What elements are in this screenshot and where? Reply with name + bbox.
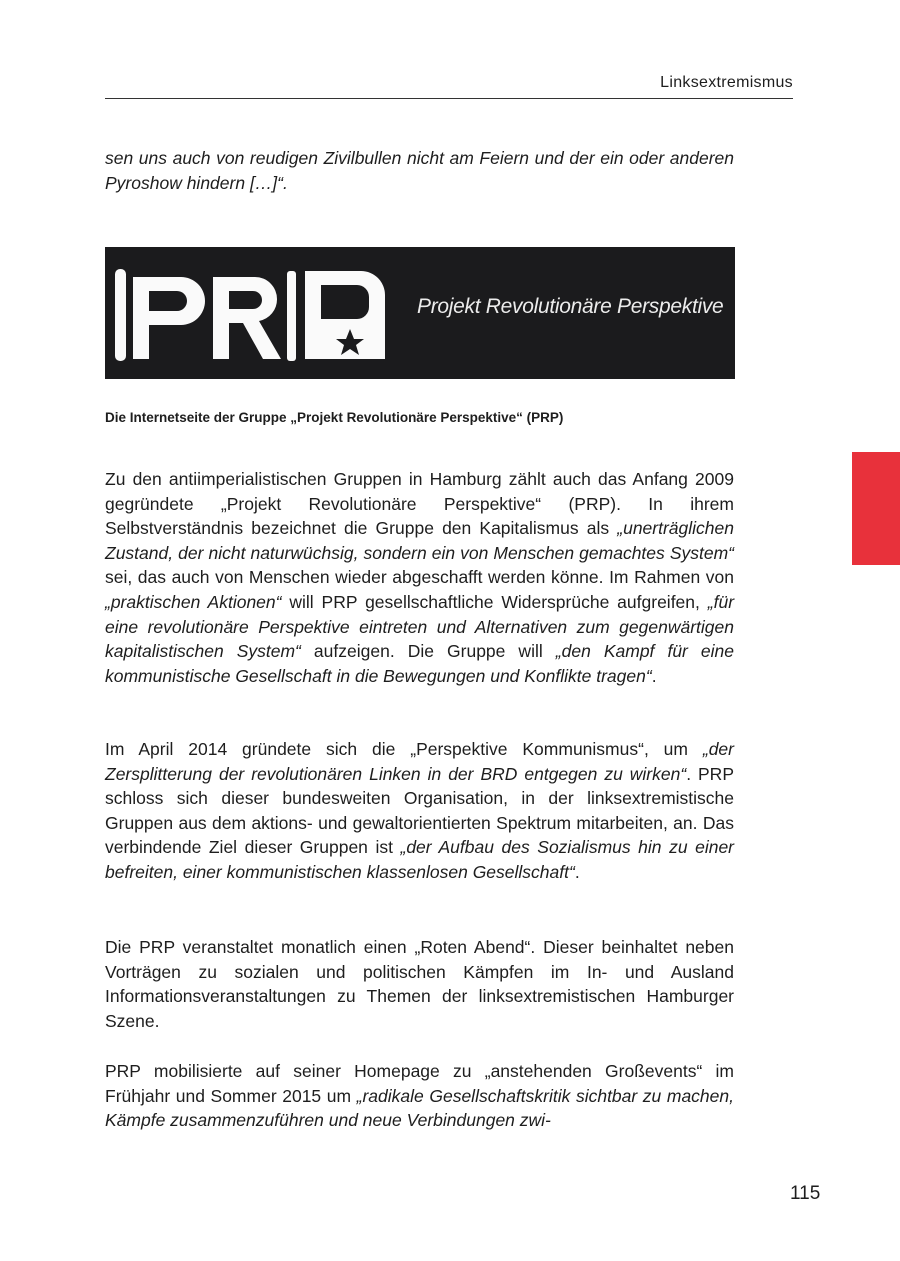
chapter-thumb-tab [852, 452, 900, 565]
quote: „praktischen Aktionen“ [105, 591, 282, 612]
text-span: . [651, 665, 657, 686]
paragraph-1 [105, 467, 734, 688]
figure-caption: Die Internetseite der Gruppe „Projekt Revolutionäre Perspektive“ (PRP) [105, 410, 564, 425]
quote: „der Zersplitterung der revolutionären Linken in der BRD entgegen zu wirken“ [105, 739, 734, 784]
paragraph-3 [105, 935, 734, 1033]
quote: „radikale Gesellschaftskritik sichtbar zu machen, Kämpfe zusammenzuführen und neue Verbindungen zwi- [105, 1085, 734, 1131]
prp-logo-icon [113, 261, 403, 369]
text-span: aufzeigen. Die Gruppe will [300, 641, 556, 662]
text-span: sei, das auch von Menschen wieder abgeschafft werden könne. Im Rahmen von [105, 567, 734, 588]
logo-text: Projekt Revolutionäre Perspektive [417, 295, 724, 318]
text-span: Zu den antiimperialistischen Gruppen in Hamburg zählt auch das Anfang 2009 gegründete „Projekt Revolutionäre Perspektive“ (PRP). In ihrem Selbstverständnis bezeichnet die Gruppe den Kapitalismus als [105, 469, 734, 539]
quote: „der Aufbau des Sozialismus hin zu einer befreiten, einer kommunistischen klassenlosen Gesellschaft“ [105, 837, 735, 882]
text-span: PRP mobilisierte auf seiner Homepage zu „anstehenden Großevents“ im Frühjahr und Sommer 2015 um [105, 1061, 734, 1106]
intro-paragraph [105, 146, 734, 195]
paragraph-4 [105, 1059, 734, 1133]
paragraph-text: Die PRP veranstaltet monatlich einen „Roten Abend“. Dieser beinhaltet neben Vorträgen zu sozialen und politischen Kämpfen im In- und Ausland Informationsveranstaltungen zu Themen der linksextremistischen Hamburger Szene. [105, 937, 734, 1031]
page-number: 115 [790, 1183, 821, 1204]
intro-quote: sen uns auch von reudigen Zivilbullen nicht am Feiern und der ein oder anderen Pyroshow hindern […]“. [105, 148, 734, 193]
paragraph-2 [105, 737, 734, 885]
quote: „den Kampf für eine kommunistische Gesellschaft in die Bewegungen und Konflikte tragen“ [105, 641, 735, 686]
prp-logo-banner [105, 247, 735, 379]
text-span: will PRP gesellschaftliche Widersprüche aufgreifen, [281, 591, 708, 612]
quote: „unerträglichen Zustand, der nicht naturwüchsig, sondern ein von Menschen gemachtes System“ [105, 518, 734, 563]
running-header: Linksextremismus [105, 74, 793, 99]
quote: „für eine revolutionäre Perspektive eintreten und Alternativen zum gegenwärtigen kapitalistischen System“ [105, 591, 735, 662]
text-span: . [574, 861, 580, 882]
text-span: . PRP schloss sich dieser bundesweiten Organisation, in der linksextremistische Gruppen aus dem aktions- und gewaltorientierten Spektrum mitarbeiten, an. Das verbindende Ziel dieser Gruppen ist [105, 763, 734, 858]
text-span: Im April 2014 gründete sich die „Perspektive Kommunismus“, um [105, 739, 703, 759]
